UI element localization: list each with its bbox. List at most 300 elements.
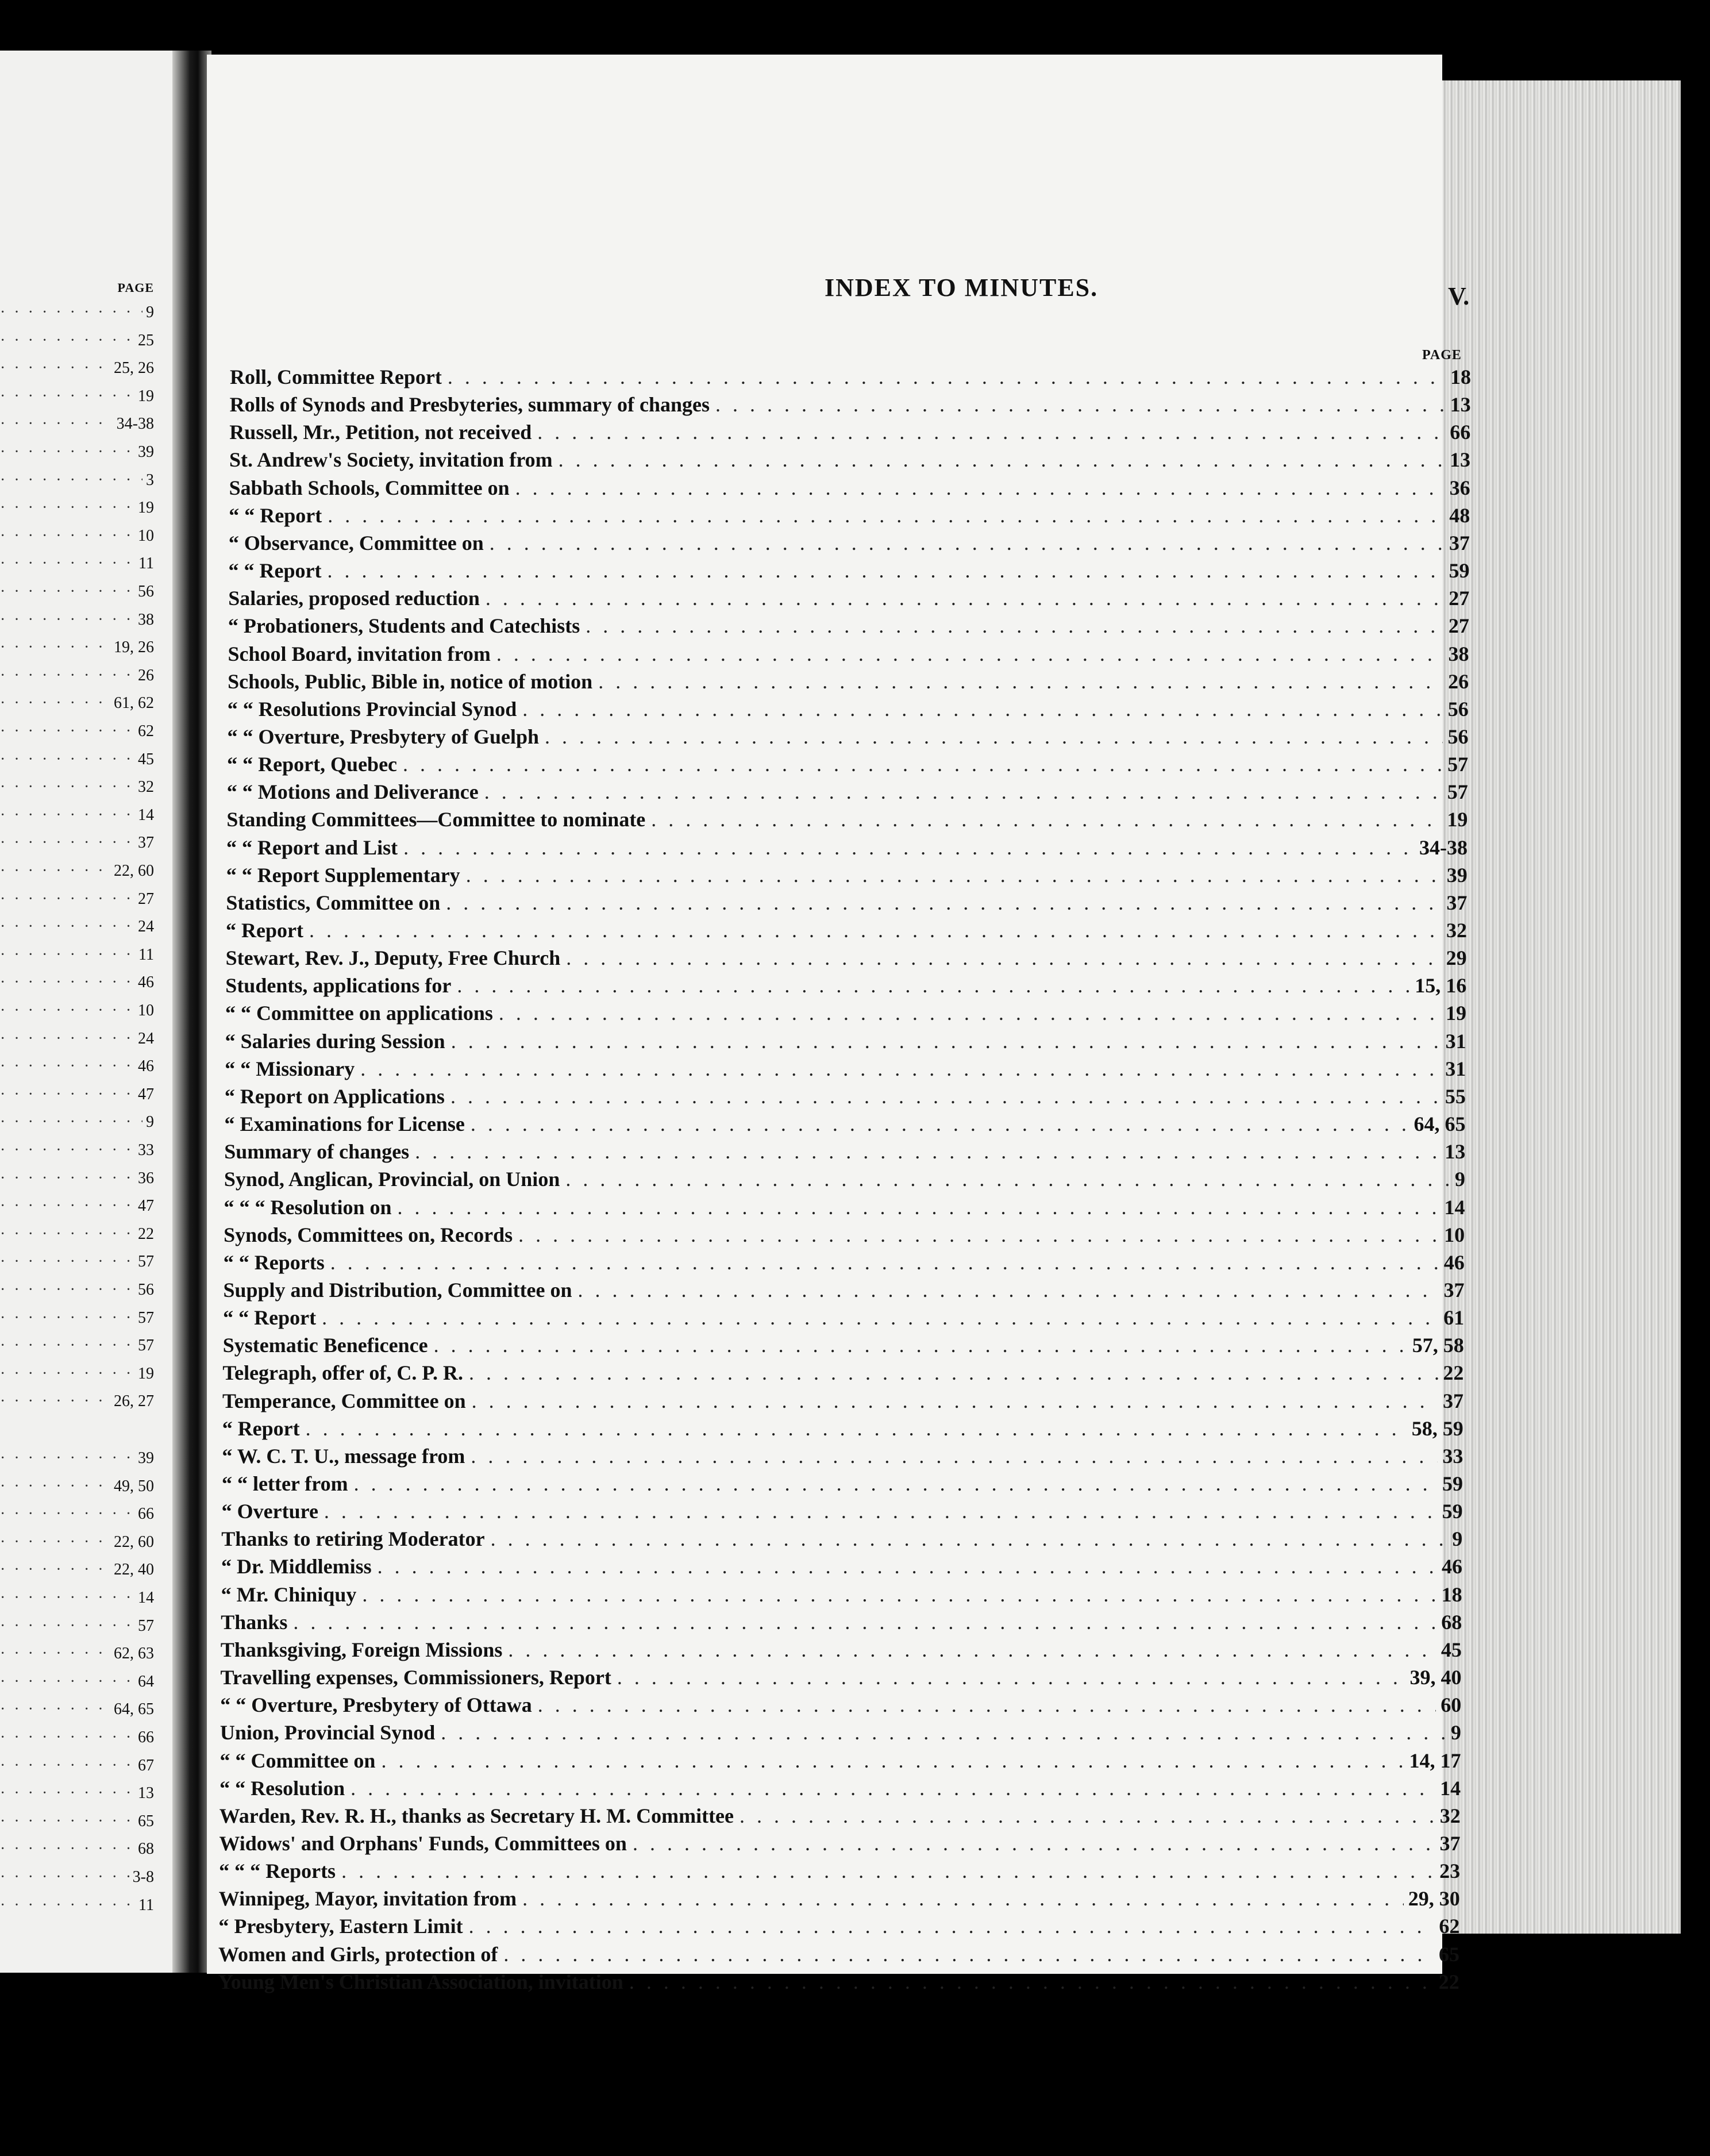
- dot-leader: [457, 973, 1410, 998]
- left-page-row: [0, 1281, 154, 1304]
- left-page-row: [0, 443, 154, 466]
- entry-label: Rolls of Synods and Presbyteries, summary of changes: [229, 393, 710, 417]
- entry-page-number: 26: [1448, 669, 1469, 693]
- index-entry: [219, 1886, 1460, 1914]
- dot-leader: [0, 1030, 134, 1048]
- left-page-number: 57: [138, 1253, 154, 1271]
- dot-leader: [471, 1444, 1438, 1468]
- entry-label: “ “ Report: [228, 559, 322, 583]
- dot-leader: [328, 559, 1445, 583]
- entry-page-number: 33: [1442, 1444, 1463, 1468]
- dot-leader: [0, 527, 134, 545]
- entry-label: “ Overture: [221, 1500, 318, 1523]
- dot-leader: [0, 973, 134, 992]
- entry-page-number: 14: [1444, 1195, 1465, 1219]
- left-page-number: 39: [138, 443, 154, 461]
- left-page-row: [0, 527, 154, 550]
- dot-leader: [0, 471, 142, 490]
- entry-page-number: 57, 58: [1412, 1334, 1464, 1357]
- index-entry: [221, 1610, 1462, 1638]
- left-page-number: 11: [138, 555, 154, 573]
- index-entry: [225, 1084, 1466, 1112]
- dot-leader: [0, 946, 135, 964]
- book-gutter: [172, 51, 211, 1973]
- dot-leader: [0, 387, 134, 406]
- book-page-edges: [1439, 80, 1681, 1934]
- dot-leader: [559, 448, 1445, 472]
- left-page-number: 3: [146, 471, 154, 489]
- dot-leader: [566, 946, 1441, 970]
- dot-leader: [0, 555, 135, 573]
- index-entry: [229, 476, 1470, 503]
- left-facing-page: [0, 51, 172, 1973]
- dot-leader: [0, 1533, 110, 1551]
- dot-leader: [0, 1253, 134, 1271]
- left-page-number: 11: [138, 1896, 154, 1914]
- dot-leader: [306, 1416, 1407, 1441]
- left-page-row: [0, 1309, 154, 1332]
- dot-leader: [0, 1784, 134, 1803]
- entry-label: Schools, Public, Bible in, notice of motion: [228, 669, 593, 693]
- left-page-row: [0, 1030, 154, 1053]
- dot-leader: [0, 918, 134, 936]
- left-page-number: 10: [138, 526, 154, 545]
- left-page-row: [0, 694, 154, 717]
- left-page-number: 38: [138, 610, 154, 629]
- entry-page-number: 19: [1447, 808, 1468, 831]
- dot-leader: [469, 1914, 1435, 1938]
- dot-leader: [360, 1057, 1441, 1081]
- dot-leader: [0, 1896, 135, 1915]
- dot-leader: [0, 1757, 134, 1775]
- entry-page-number: 56: [1447, 697, 1469, 721]
- dot-leader: [0, 1392, 110, 1411]
- entry-label: “ Observance, Committee on: [228, 531, 484, 555]
- entry-page-number: 59: [1442, 1472, 1463, 1495]
- left-page-number: 14: [138, 1589, 154, 1607]
- entry-page-number: 27: [1448, 614, 1469, 638]
- index-entry: [229, 503, 1470, 531]
- dot-leader: [515, 476, 1445, 500]
- dot-leader: [341, 1859, 1435, 1883]
- dot-leader: [0, 443, 134, 461]
- entry-page-number: 13: [1445, 1140, 1466, 1164]
- entry-label: Summary of changes: [224, 1140, 410, 1164]
- dot-leader: [450, 1084, 1441, 1108]
- entry-page-number: 55: [1445, 1084, 1466, 1108]
- left-page-row: [0, 973, 154, 996]
- index-entry: [220, 1693, 1461, 1720]
- index-entry: [227, 780, 1468, 807]
- entry-label: “ “ “ Reports: [219, 1859, 336, 1883]
- dot-leader: [0, 499, 134, 517]
- entry-label: Sabbath Schools, Committee on: [229, 476, 510, 499]
- entry-page-number: 68: [1441, 1610, 1462, 1634]
- left-page-number: 34-38: [116, 415, 154, 433]
- left-page-row: [0, 1392, 154, 1415]
- dot-leader: [0, 1673, 134, 1691]
- entry-label: Telegraph, offer of, C. P. R.: [222, 1361, 464, 1385]
- index-entry: [226, 863, 1468, 891]
- dot-leader: [0, 332, 134, 350]
- dot-leader: [0, 1281, 134, 1299]
- left-page-row: [0, 1645, 154, 1668]
- dot-leader: [0, 806, 134, 825]
- entry-page-number: 64, 65: [1414, 1112, 1466, 1136]
- entry-label: Winnipeg, Mayor, invitation from: [218, 1887, 517, 1911]
- entry-page-number: 57: [1447, 753, 1469, 776]
- dot-leader: [0, 1505, 134, 1523]
- dot-leader: [486, 586, 1444, 610]
- index-entry: [222, 1361, 1463, 1388]
- entry-page-number: 31: [1445, 1029, 1466, 1053]
- entry-page-number: 9: [1452, 1527, 1463, 1551]
- dot-leader: [508, 1638, 1436, 1662]
- index-entry: [221, 1638, 1462, 1665]
- left-page-row: [0, 1002, 154, 1025]
- dot-leader: [293, 1610, 1436, 1634]
- entry-page-number: 22: [1443, 1361, 1464, 1385]
- index-entry: [219, 1776, 1461, 1804]
- left-page-row: [0, 1337, 154, 1360]
- entry-label: Widows' and Orphans' Funds, Committees on: [219, 1831, 627, 1855]
- left-page-row: [0, 834, 154, 857]
- left-page-number: 62: [138, 722, 154, 740]
- left-page-row: [0, 1197, 154, 1220]
- index-entry: [224, 1139, 1465, 1167]
- left-page-number: 56: [138, 583, 154, 600]
- left-page-row: [0, 1505, 154, 1528]
- left-page-number: 22, 60: [114, 862, 154, 880]
- left-page-row: [0, 778, 154, 801]
- dot-leader: [0, 1197, 134, 1215]
- left-page-row: [0, 862, 154, 885]
- dot-leader: [0, 1700, 110, 1719]
- left-page-row: [0, 667, 154, 690]
- index-entry: [218, 1914, 1459, 1942]
- entry-label: “ Salaries during Session: [225, 1029, 445, 1053]
- entry-label: “ “ Missionary: [225, 1057, 355, 1080]
- index-entry: [219, 1804, 1461, 1831]
- index-entry: [228, 697, 1469, 725]
- dot-leader: [403, 836, 1415, 860]
- left-page-row: [0, 1477, 154, 1500]
- entry-page-number: 39, 40: [1409, 1666, 1462, 1689]
- left-page-number: 64: [138, 1672, 154, 1691]
- left-page-row: [0, 1784, 154, 1807]
- dot-leader: [309, 918, 1442, 942]
- index-entry: [221, 1665, 1462, 1693]
- entry-label: “ Mr. Chiniquy: [221, 1583, 357, 1606]
- left-page-number: 19: [138, 1364, 154, 1383]
- left-page-number: 25: [138, 331, 154, 349]
- left-page-number: 19: [138, 499, 154, 517]
- left-page-number: 46: [138, 1057, 154, 1076]
- entry-label: Students, applications for: [225, 974, 452, 998]
- entry-label: “ W. C. T. U., message from: [222, 1444, 465, 1468]
- entry-label: “ “ Report and List: [226, 836, 398, 859]
- dot-leader: [471, 1112, 1409, 1136]
- entry-label: Standing Committees—Committee to nominate: [226, 808, 646, 831]
- index-entry: [223, 1333, 1464, 1361]
- left-page-number: 57: [138, 1308, 154, 1327]
- dot-leader: [0, 694, 110, 713]
- dot-leader: [490, 531, 1445, 555]
- entry-page-number: 60: [1441, 1693, 1462, 1717]
- left-page-row: [0, 415, 154, 438]
- dot-leader: [651, 807, 1442, 831]
- dot-leader: [0, 750, 134, 769]
- dot-leader: [378, 1554, 1437, 1578]
- entry-page-number: 38: [1448, 642, 1469, 665]
- left-page-number: 47: [138, 1197, 154, 1215]
- dot-leader: [0, 1840, 134, 1858]
- left-page-number: 25, 26: [114, 359, 154, 378]
- index-entry: [229, 420, 1470, 448]
- dot-leader: [328, 503, 1445, 528]
- index-entry: [226, 836, 1468, 863]
- index-entry: [224, 1250, 1465, 1278]
- entry-page-number: 29: [1446, 946, 1467, 970]
- dot-leader: [354, 1472, 1438, 1496]
- left-page-number: 67: [138, 1756, 154, 1774]
- left-page-row: [0, 806, 154, 829]
- entry-label: “ “ Overture, Presbytery of Ottawa: [220, 1693, 532, 1717]
- dot-leader: [398, 1195, 1440, 1219]
- entry-label: “ “ Report: [229, 503, 322, 527]
- dot-leader: [469, 1361, 1438, 1385]
- dot-leader: [617, 1665, 1405, 1689]
- dot-leader: [537, 420, 1445, 444]
- left-page-number: 26: [138, 666, 154, 684]
- entry-label: “ Report on Applications: [224, 1084, 445, 1108]
- entry-label: Warden, Rev. R. H., thanks as Secretary H. M. Committee: [219, 1804, 734, 1827]
- entry-page-number: 48: [1449, 503, 1470, 527]
- entry-label: Statistics, Committee on: [226, 891, 441, 914]
- left-page-number: 9: [146, 1113, 154, 1131]
- entry-label: Russell, Mr., Petition, not received: [229, 421, 532, 444]
- left-page-number: 68: [138, 1840, 154, 1858]
- left-page-row: [0, 1253, 154, 1276]
- dot-leader: [0, 1589, 134, 1607]
- dot-leader: [0, 1169, 134, 1188]
- left-page-number: 14: [138, 806, 154, 824]
- dot-leader: [0, 359, 110, 378]
- entry-page-number: 19: [1445, 1002, 1466, 1025]
- left-page-number: 13: [138, 1784, 154, 1803]
- page-column-label: PAGE: [1422, 348, 1462, 363]
- entry-label: Systematic Beneficence: [222, 1334, 428, 1357]
- left-page-row: [0, 750, 154, 773]
- dot-leader: [0, 778, 134, 796]
- index-entry: [225, 973, 1466, 1001]
- left-page-row: [0, 1141, 154, 1164]
- index-entry: [220, 1720, 1461, 1748]
- page-title: INDEX TO MINUTES.: [825, 274, 1099, 302]
- entry-page-number: 27: [1449, 587, 1470, 610]
- entry-label: “ Presbytery, Eastern Limit: [218, 1915, 463, 1938]
- index-page: [207, 55, 1471, 1993]
- left-page-number: 64, 65: [114, 1700, 154, 1719]
- entry-page-number: 9: [1454, 1168, 1465, 1191]
- left-page-number: 57: [138, 1616, 154, 1635]
- left-page-row: [0, 471, 154, 494]
- index-entry: [221, 1583, 1462, 1610]
- entry-label: Women and Girls, protection of: [218, 1942, 498, 1966]
- dot-leader: [0, 722, 134, 741]
- left-page-column-label: PAGE: [117, 280, 154, 295]
- left-page-row: [0, 1757, 154, 1780]
- entry-label: “ “ Committee on: [219, 1749, 376, 1772]
- entry-label: Union, Provincial Synod: [219, 1721, 436, 1745]
- dot-leader: [0, 1002, 134, 1020]
- entry-page-number: 62: [1439, 1915, 1460, 1938]
- index-entry: [221, 1527, 1462, 1554]
- index-entry: [226, 918, 1467, 946]
- entry-page-number: 10: [1444, 1223, 1465, 1246]
- dot-leader: [0, 890, 134, 908]
- entry-label: Salaries, proposed reduction: [228, 587, 480, 610]
- entry-page-number: 45: [1441, 1638, 1462, 1661]
- left-page-row: [0, 387, 154, 410]
- left-page-number: 24: [138, 918, 154, 936]
- index-entry: [222, 1472, 1463, 1499]
- left-page-number: 49, 50: [114, 1477, 154, 1495]
- dot-leader: [0, 638, 110, 657]
- entry-page-number: 32: [1446, 919, 1467, 942]
- left-page-number: 36: [138, 1169, 154, 1187]
- entry-page-number: 65: [1439, 1942, 1460, 1966]
- left-page-number: 61, 62: [114, 694, 154, 713]
- left-page-number: 37: [138, 834, 154, 852]
- dot-leader: [451, 1029, 1441, 1053]
- dot-leader: [0, 1085, 134, 1104]
- left-page-row: [0, 611, 154, 634]
- entry-page-number: 59: [1449, 559, 1470, 583]
- dot-leader: [0, 834, 134, 852]
- dot-leader: [0, 1645, 110, 1663]
- index-entry: [222, 1444, 1463, 1472]
- dot-leader: [0, 667, 134, 685]
- left-page-number: 32: [138, 778, 154, 796]
- left-page-row: [0, 1113, 154, 1136]
- index-entry: [226, 807, 1468, 835]
- entry-label: Thanks to retiring Moderator: [221, 1527, 485, 1551]
- entry-page-number: 13: [1450, 393, 1471, 417]
- entry-label: “ Examinations for License: [224, 1112, 465, 1136]
- index-entry: [225, 1057, 1466, 1084]
- index-entry: [226, 946, 1467, 973]
- dot-leader: [446, 891, 1442, 915]
- dot-leader: [472, 1389, 1438, 1413]
- left-page-number: 62, 63: [114, 1645, 154, 1663]
- dot-leader: [0, 1113, 142, 1131]
- left-page-row: [0, 1617, 154, 1640]
- left-page-row: [0, 1449, 154, 1472]
- dot-leader: [381, 1749, 1404, 1773]
- dot-leader: [0, 303, 142, 322]
- entry-page-number: 15, 16: [1415, 974, 1467, 998]
- left-page-row: [0, 555, 154, 578]
- dot-leader: [522, 1886, 1404, 1911]
- dot-leader: [545, 725, 1443, 749]
- index-entry: [222, 1416, 1463, 1444]
- dot-leader: [351, 1776, 1435, 1800]
- dot-leader: [0, 1868, 129, 1886]
- dot-leader: [0, 1477, 110, 1496]
- dot-leader: [0, 1449, 134, 1468]
- entry-page-number: 13: [1449, 448, 1470, 472]
- entry-page-number: 9: [1450, 1721, 1461, 1745]
- index-entry: [221, 1554, 1462, 1582]
- dot-leader: [448, 365, 1446, 389]
- entry-label: “ “ Committee on applications: [225, 1002, 493, 1025]
- entry-page-number: 57: [1447, 780, 1468, 804]
- left-page-number: 22, 60: [114, 1533, 154, 1551]
- left-page-number: 9: [146, 303, 154, 321]
- entry-label: Travelling expenses, Commissioners, Report: [220, 1666, 611, 1689]
- left-page-row: [0, 1700, 154, 1723]
- left-page-number: 45: [138, 750, 154, 768]
- left-page-row: [0, 1561, 154, 1584]
- entry-page-number: 37: [1446, 891, 1468, 914]
- dot-leader: [740, 1804, 1435, 1828]
- index-entry: [218, 1942, 1459, 1970]
- left-page-number: 24: [138, 1029, 154, 1048]
- entry-label: “ “ Overture, Presbytery of Guelph: [227, 725, 540, 748]
- left-page-row: [0, 1057, 154, 1080]
- dot-leader: [496, 642, 1444, 666]
- index-entry: [225, 1001, 1466, 1029]
- entry-page-number: 34-38: [1419, 836, 1468, 859]
- left-page-row: [0, 722, 154, 745]
- index-entry: [224, 1223, 1465, 1250]
- index-entry: [222, 1499, 1463, 1527]
- dot-leader: [0, 611, 134, 629]
- entry-page-number: 32: [1439, 1804, 1461, 1827]
- entry-page-number: 37: [1443, 1389, 1464, 1412]
- dot-leader: [0, 1561, 110, 1579]
- dot-leader: [491, 1527, 1448, 1551]
- entry-label: “ “ Reports: [223, 1250, 325, 1274]
- left-page-row: [0, 638, 154, 661]
- left-page-number: 39: [138, 1449, 154, 1467]
- left-page-row: [0, 1533, 154, 1556]
- dot-leader: [499, 1001, 1441, 1025]
- entry-page-number: 18: [1441, 1583, 1462, 1606]
- dot-leader: [0, 1728, 134, 1747]
- left-page-number: 26, 27: [114, 1392, 154, 1411]
- index-entry: [230, 392, 1471, 420]
- index-entry: [224, 1195, 1465, 1223]
- left-page-row: [0, 1673, 154, 1696]
- entry-label: Roll, Committee Report: [230, 365, 442, 388]
- index-entry: [219, 1831, 1460, 1859]
- dot-leader: [518, 1223, 1439, 1247]
- dot-leader: [0, 583, 134, 601]
- dot-leader: [324, 1499, 1438, 1523]
- dot-leader: [322, 1306, 1439, 1330]
- dot-leader: [441, 1720, 1446, 1745]
- entry-label: “ Report: [222, 1416, 300, 1440]
- dot-leader: [633, 1831, 1435, 1855]
- dot-leader: [362, 1583, 1436, 1607]
- left-page-row: [0, 1728, 154, 1751]
- dot-leader: [0, 1812, 134, 1831]
- left-page-row: [0, 1896, 154, 1919]
- dot-leader: [503, 1942, 1434, 1966]
- left-page-number: 66: [138, 1505, 154, 1523]
